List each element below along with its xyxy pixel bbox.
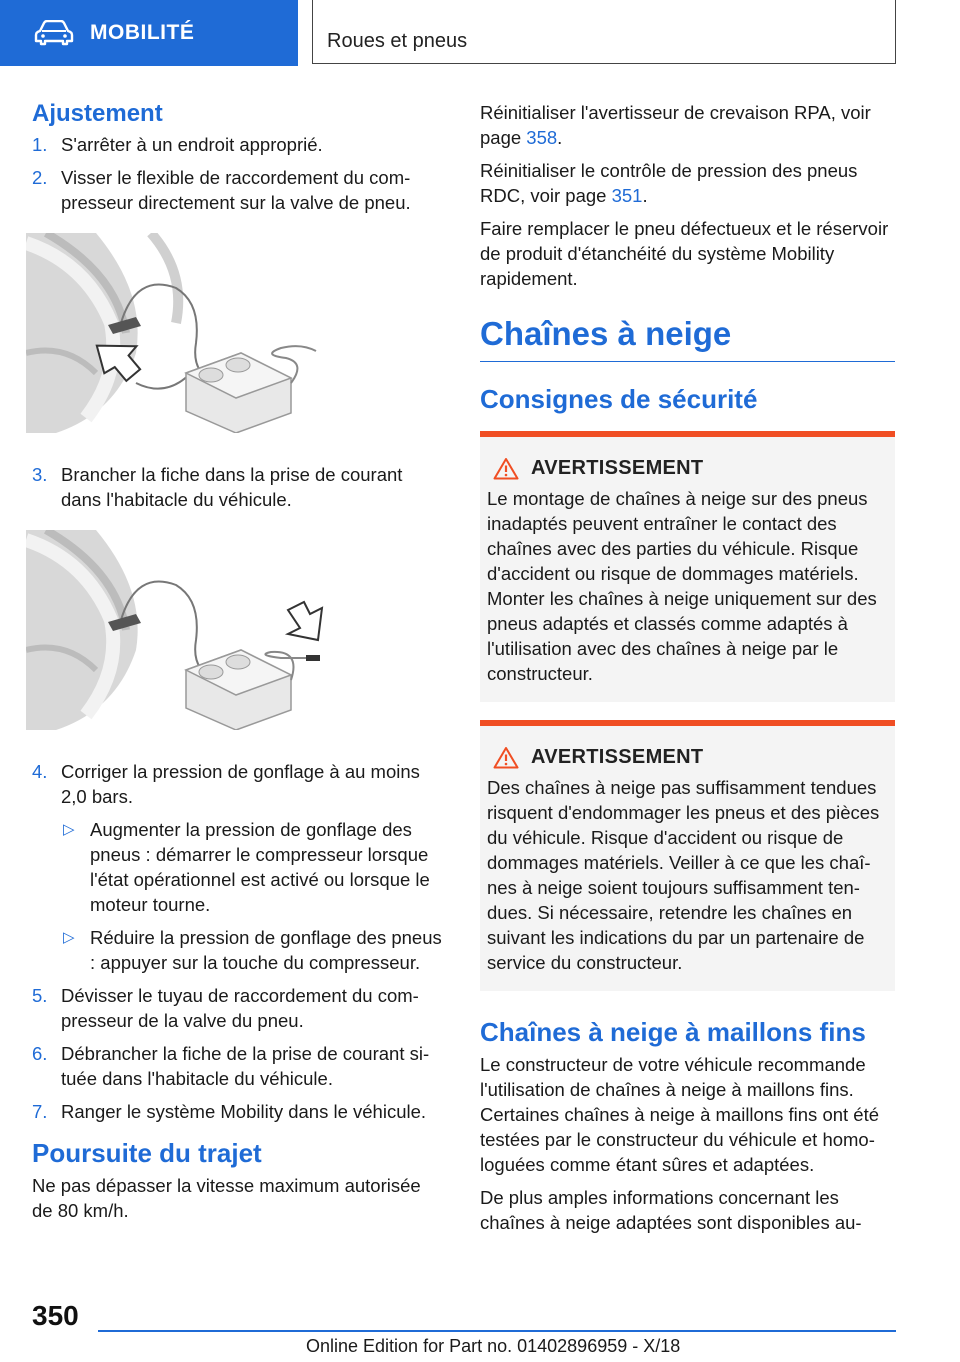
step-text: Corriger la pression de gonflage à au moins 2,0 bars. [61, 761, 420, 807]
steps-list-a [32, 132, 444, 215]
step-number: 6. [32, 1043, 48, 1064]
substep-item [61, 925, 444, 975]
heading-consignes: Consignes de sécurité [480, 384, 758, 414]
step-number: 5. [32, 985, 48, 1006]
heading-poursuite: Poursuite du trajet [32, 1138, 262, 1168]
left-column [32, 100, 444, 1223]
step-item [32, 165, 444, 215]
maillons-paragraph: Le constructeur de votre véhicule recommande l'utilisation de chaînes à neige à maillons fins. Certaines chaînes à neige à maillons fins ont été testées par le constructeur du véhicule et homologuées comme étant sûres et adaptées. [480, 1054, 880, 1175]
warning-box-2 [480, 720, 895, 991]
heading-ajustement: Ajustement [32, 100, 163, 127]
step-item [32, 759, 444, 975]
warning-box-1 [480, 431, 895, 702]
car-icon [34, 20, 74, 46]
steps-list-b [32, 462, 444, 512]
warning-header [493, 746, 887, 769]
step-number: 4. [32, 761, 48, 782]
compressor-valve-illustration [26, 233, 326, 433]
steps-list-c [32, 759, 444, 1124]
info-paragraph: De plus amples informations concernant les chaînes à neige adaptées sont disponibles au- [480, 1187, 862, 1233]
step-text: Ranger le système Mobility dans le véhicule. [61, 1101, 427, 1122]
page-link-351[interactable]: 351 [611, 185, 643, 206]
page-number: 350 [32, 1300, 79, 1331]
substep-text: Augmenter la pression de gonflage des pneus : démarrer le compresseur lorsque l'état opérationnel est activé ou lorsque le moteur tourne. [90, 819, 430, 915]
chapter-header [312, 0, 896, 64]
section-tab[interactable] [0, 0, 298, 66]
replace-paragraph: Faire remplacer le pneu défectueux et le réservoir de produit d'étanchéité du système Mobility rapidement. [480, 218, 889, 289]
edition-footer: Online Edition for Part no. 01402896959 - X/18 [306, 1336, 681, 1356]
warning-triangle-icon [493, 746, 519, 769]
step-item [32, 983, 444, 1033]
step-number: 7. [32, 1101, 48, 1122]
step-item [32, 462, 444, 512]
rdc-text: Réinitialiser le contrôle de pression des pneus RDC, voir page [480, 160, 858, 206]
chapter-title: Roues et pneus [327, 30, 468, 52]
chapter-heading: Chaînes à neige [480, 315, 895, 362]
step-number: 1. [32, 134, 48, 155]
rdc-end: . [642, 185, 648, 206]
step-item [32, 132, 444, 157]
warning-text: Des chaînes à neige pas suffisamment tendues risquent d'endommager les pneus et des pièces du véhicule. Risque d'accident ou risque de dommages matériels. Veiller à ce que les chaînes à neige soient toujours suffisamment tendues. Si nécessaire, retendre les chaînes en suivant les indications du par un partenaire de service du constructeur. [487, 777, 880, 973]
substep-text: Réduire la pression de gonflage des pneus : appuyer sur la touche du compresseur. [90, 927, 442, 973]
section-label: MOBILITÉ [90, 21, 195, 44]
right-column [480, 100, 895, 1243]
rdc-paragraph [480, 158, 895, 208]
step-item [32, 1041, 444, 1091]
triangle-bullet-icon: ▷ [63, 821, 75, 838]
step-number: 3. [32, 464, 48, 485]
rpa-paragraph [480, 100, 895, 150]
step-text: S'arrêter à un endroit approprié. [61, 134, 323, 155]
warning-header [493, 457, 887, 480]
rpa-text: Réinitialiser l'avertisseur de crevaison RPA, voir page [480, 102, 871, 148]
poursuite-text: Ne pas dépasser la vitesse maximum autorisée de 80 km/h. [32, 1175, 421, 1221]
substep-item [61, 817, 444, 917]
substeps-list [61, 817, 444, 975]
footer-divider [98, 1330, 896, 1332]
step-item [32, 1099, 444, 1124]
triangle-bullet-icon: ▷ [63, 929, 75, 946]
heading-maillons-fins: Chaînes à neige à maillons fins [480, 1017, 866, 1047]
step-number: 2. [32, 167, 48, 188]
step-text: Dévisser le tuyau de raccordement du compresseur de la valve du pneu. [61, 985, 419, 1031]
step-text: Débrancher la fiche de la prise de courant située dans l'habitacle du véhicule. [61, 1043, 430, 1089]
warning-triangle-icon [493, 457, 519, 480]
step-text: Visser le flexible de raccordement du compresseur directement sur la valve de pneu. [61, 167, 411, 213]
warning-title: AVERTISSEMENT [531, 457, 704, 479]
warning-text: Le montage de chaînes à neige sur des pneus inadaptés peuvent entraîner le contact des chaînes avec des parties du véhicule. Risque d'accident ou risque de dommages matériels. Monter les chaînes à neige uniquement sur des pneus adaptés et classés comme adaptés à l'utilisation avec des chaînes à neige par le constructeur. [487, 488, 877, 684]
compressor-plug-illustration [26, 530, 326, 730]
rpa-end: . [557, 127, 563, 148]
warning-title: AVERTISSEMENT [531, 746, 704, 768]
page-link-358[interactable]: 358 [526, 127, 558, 148]
step-text: Brancher la fiche dans la prise de courant dans l'habitacle du véhicule. [61, 464, 403, 510]
